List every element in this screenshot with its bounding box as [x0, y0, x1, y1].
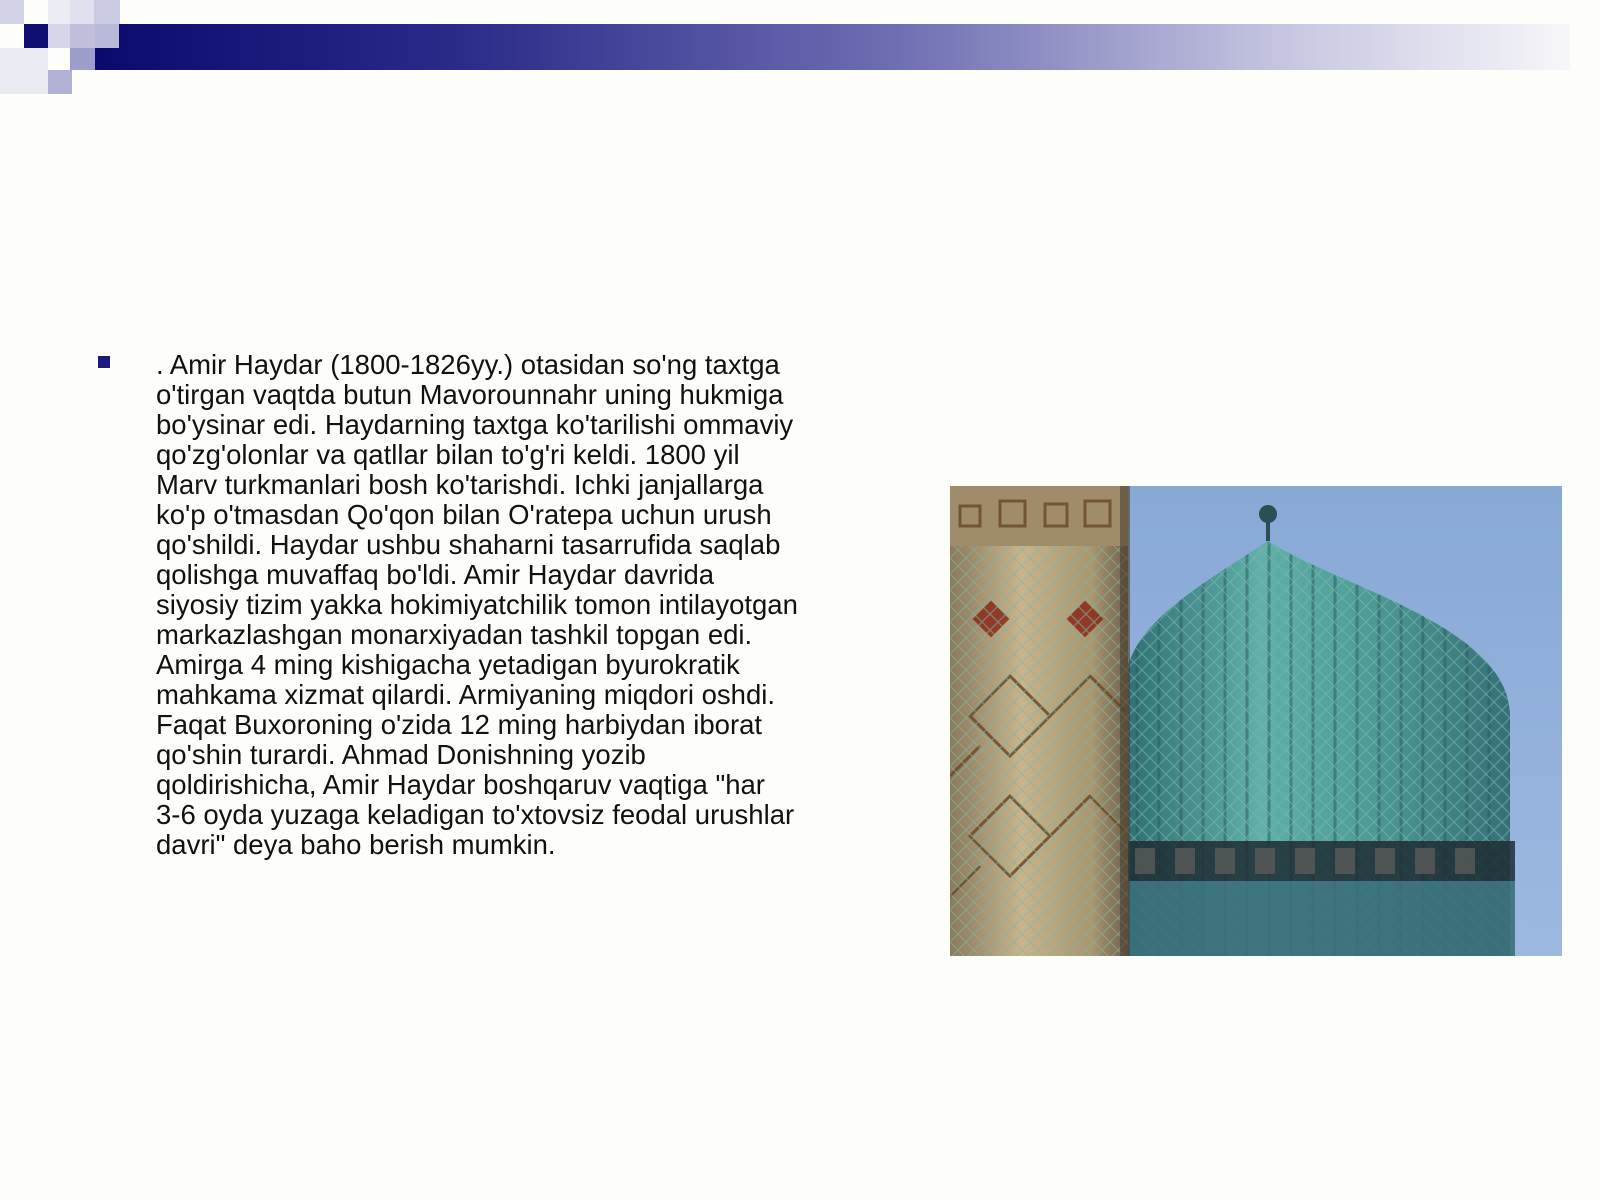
bullet-paragraph: . Amir Haydar (1800-1826yy.) otasidan so'ng taxtga o'tirgan vaqtda butun Mavorounnahr uning hukmiga bo'ysinar edi. Haydarning taxtga ko'tarilishi ommaviy qo'zg'olonlar va qatllar bilan to'g'ri keldi. 1800 yil Marv turkmanlari bosh ko'tarishdi. Ichki janjallarga ko'p o'tmasdan Qo'qon bilan O'ratepa uchun urush qo'shildi. Haydar ushbu shaharni tasarrufida saqlab qolishga muvaffaq bo'ldi. Amir Haydar davrida siyosiy tizim yakka hokimiyatchilik tomon intilayotgan markazlashgan monarxiyadan tashkil topgan edi. Amirga 4 ming kishigacha yetadigan byurokratik mahkama xizmat qilardi. Armiyaning miqdori oshdi. Faqat Buxoroning o'zida 12 ming harbiydan iborat qo'shin turardi. Ahmad Donishning yozib qoldirishicha, Amir Haydar boshqaruv vaqtiga "har 3-6 oyda yuzaga keladigan to'xtovsiz feodal urushlar davri" deya baho berish mumkin. [156, 349, 798, 860]
header-gradient-bar [95, 24, 1570, 70]
header-square [70, 24, 95, 48]
header-square [48, 0, 70, 24]
header-square [0, 48, 48, 94]
header-square [94, 0, 120, 24]
header-square [70, 0, 94, 24]
header-square [48, 70, 72, 94]
header-square [48, 24, 70, 48]
header-square [0, 0, 24, 24]
header-square [95, 24, 119, 48]
minaret [950, 486, 1130, 956]
dome-minaret-photo [950, 486, 1562, 956]
square-bullet-icon [98, 356, 110, 368]
header-square-dark [24, 24, 48, 48]
header-square [70, 48, 95, 70]
